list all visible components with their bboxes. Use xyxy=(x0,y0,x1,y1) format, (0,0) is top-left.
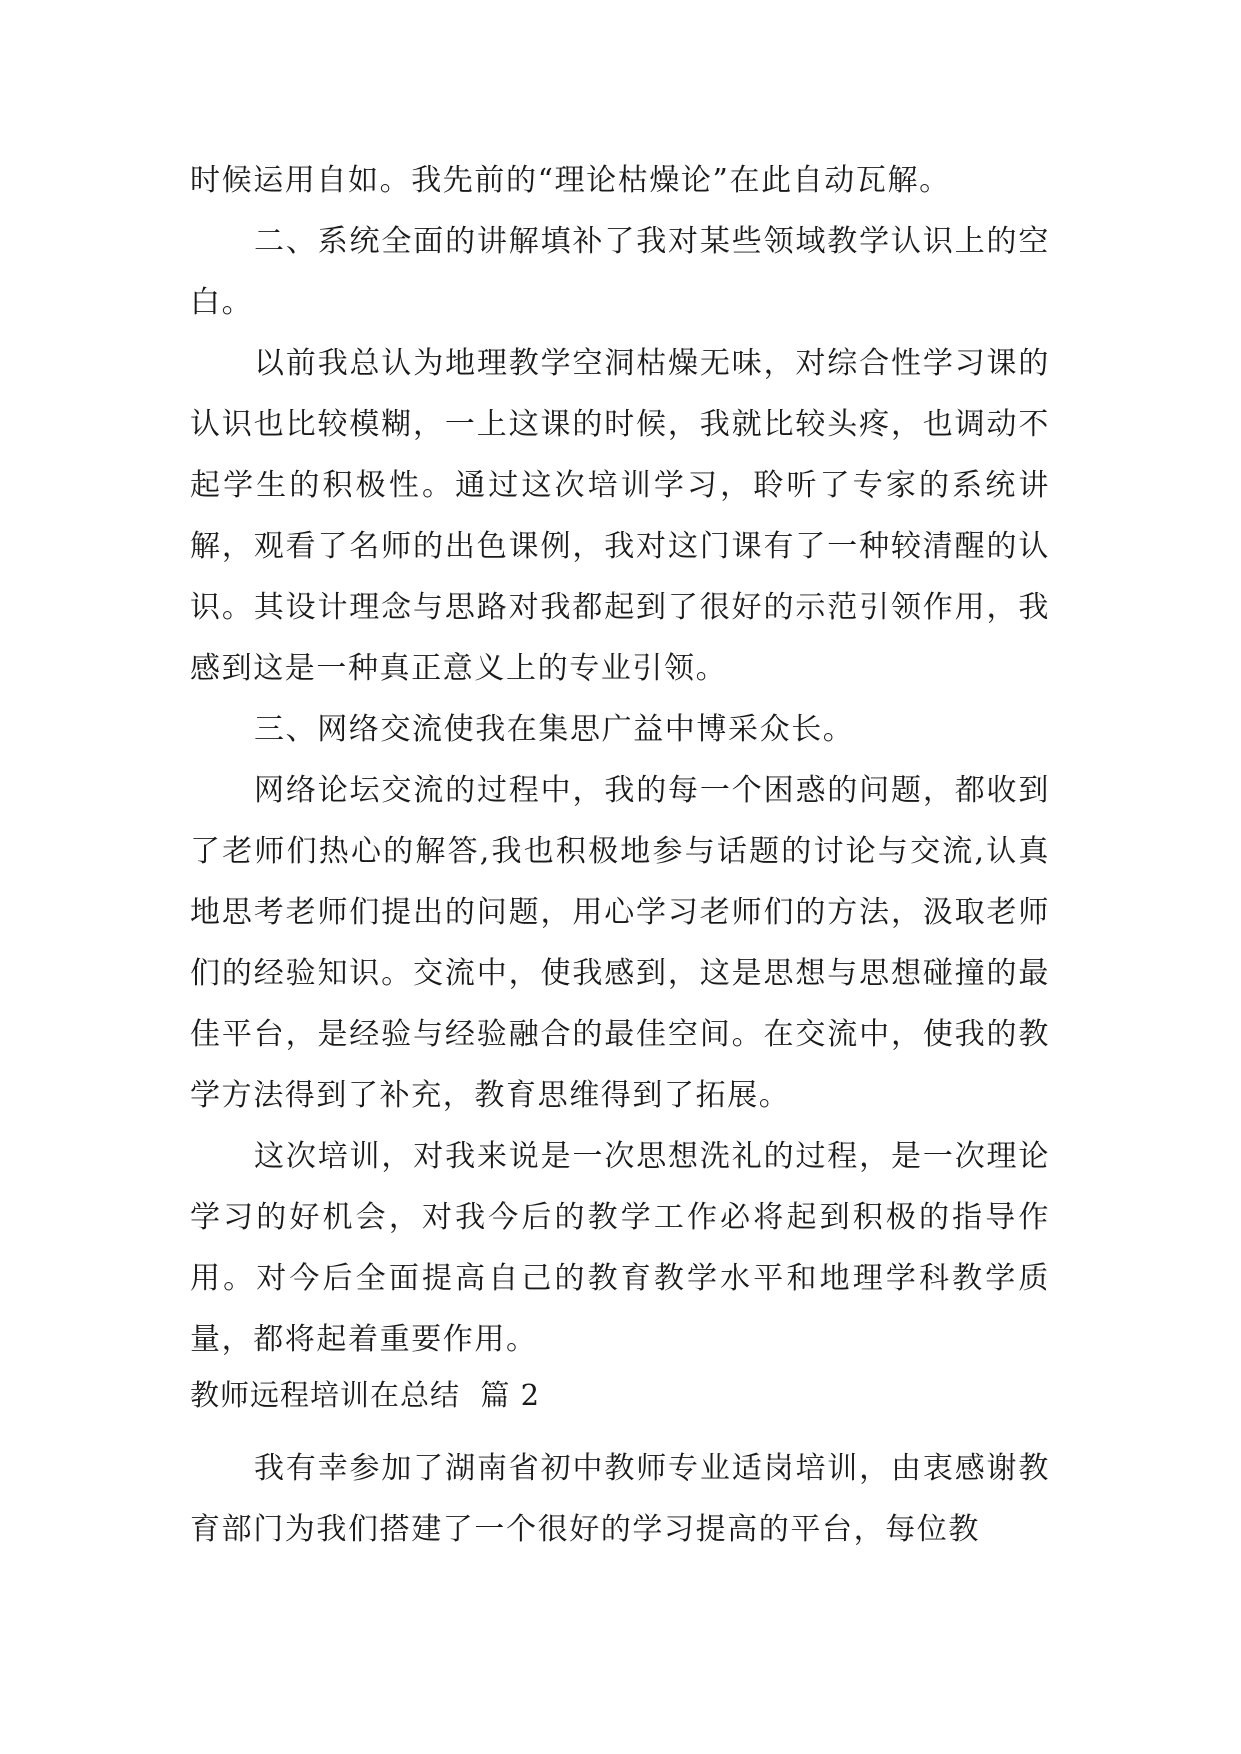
paragraph-1: 时候运用自如。我先前的“理论枯燥论”在此自动瓦解。 xyxy=(190,163,951,198)
paragraph-2: 二、系统全面的讲解填补了我对某些领域教学认识上的空白。 xyxy=(190,224,1050,320)
paragraph-3: 以前我总认为地理教学空洞枯燥无味，对综合性学习课的认识也比较模糊，一上这课的时候，我就比较头疼，也调动不起学生的积极性。通过这次培训学习，聆听了专家的系统讲解，观看了名师的出色课例，我对这门课有了一种较清醒的认识。其设计理念与思路对我都起到了很好的示范引领作用，我感到这是一种真正意义上的专业引领。 xyxy=(190,346,1050,686)
paragraph-6: 这次培训，对我来说是一次思想洗礼的过程，是一次理论学习的好机会，对我今后的教学工作必将起到积极的指导作用。对今后全面提高自己的教育教学水平和地理学科教学质量，都将起着重要作用。 xyxy=(190,1139,1050,1357)
paragraph-5: 网络论坛交流的过程中，我的每一个困惑的问题，都收到了老师们热心的解答,我也积极地参与话题的讨论与交流,认真地思考老师们提出的问题，用心学习老师们的方法，汲取老师们的经验知识。交流中，使我感到，这是思想与思想碰撞的最佳平台，是经验与经验融合的最佳空间。在交流中，使我的教学方法得到了补充，教育思维得到了拓展。 xyxy=(190,773,1050,1113)
section-1-body xyxy=(190,150,1050,1370)
section-2-body xyxy=(190,1438,1050,1560)
section-2-heading: 教师远程培训在总结 篇 2 xyxy=(190,1378,541,1412)
paragraph-7: 我有幸参加了湖南省初中教师专业适岗培训，由衷感谢教育部门为我们搭建了一个很好的学习提高的平台，每位教 xyxy=(190,1451,1050,1547)
paragraph-4: 三、网络交流使我在集思广益中博采众长。 xyxy=(254,712,855,747)
